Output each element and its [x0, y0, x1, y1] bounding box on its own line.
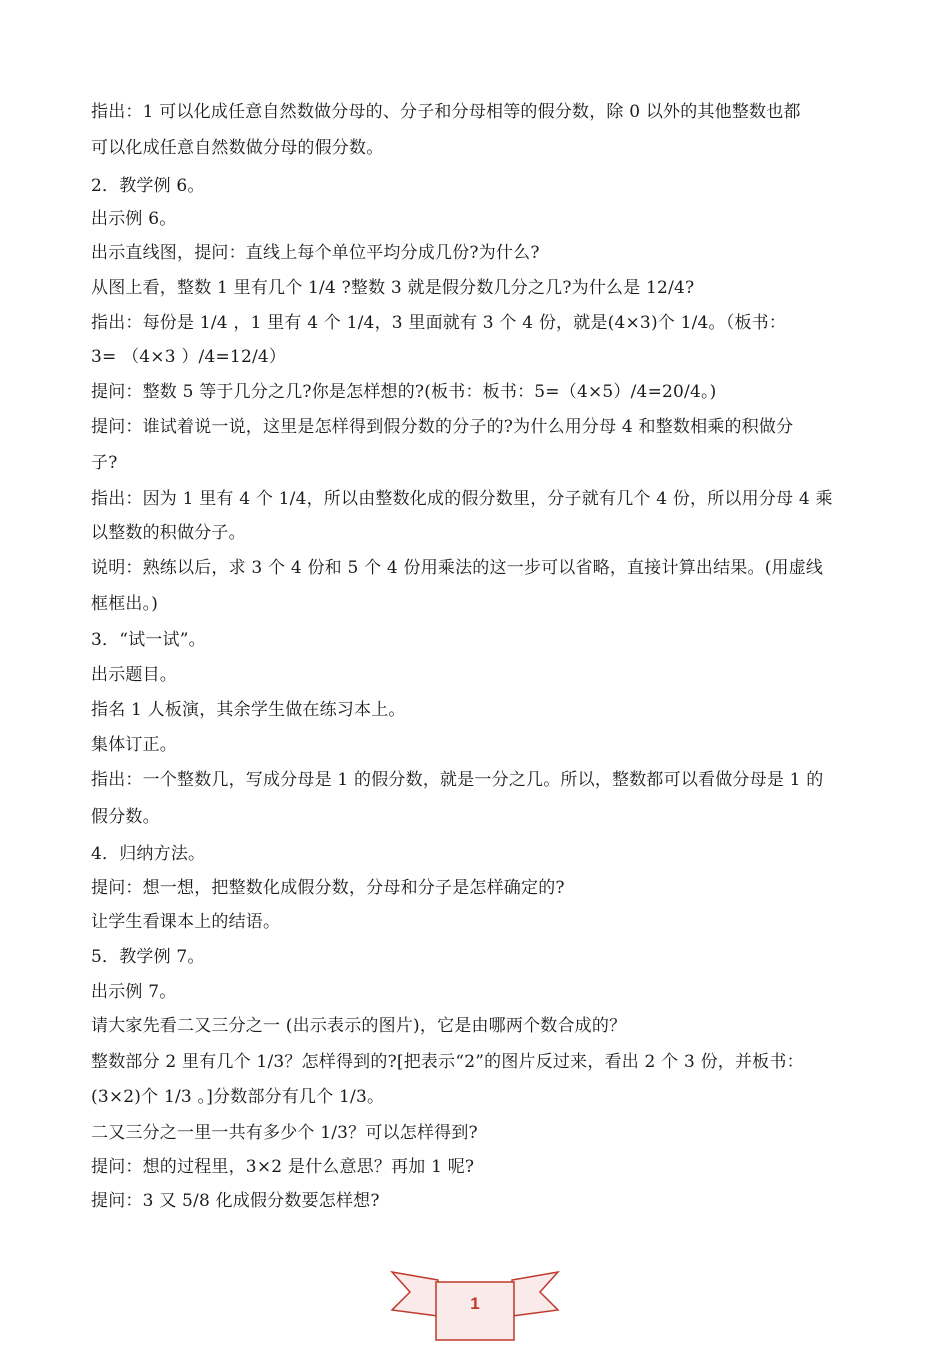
text-line: 指出：每份是 1/4 ，1 里有 4 个 1/4，3 里面就有 3 个 4 份，就是(4×3)个 1/4。（板书：: [91, 313, 787, 333]
text-line: 指出：1 可以化成任意自然数做分母的、分子和分母相等的假分数，除 0 以外的其他整数也都: [91, 102, 801, 122]
text-line: 3= （4×3 ）/4=12/4）: [91, 347, 287, 367]
text-line: 指名 1 人板演，其余学生做在练习本上。: [91, 700, 406, 720]
text-line: 提问：整数 5 等于几分之几?你是怎样想的?(板书：板书：5=（4×5）/4=20/4。): [91, 382, 717, 402]
text-line: 提问：3 又 5/8 化成假分数要怎样想?: [91, 1191, 380, 1211]
text-line: 框框出。): [91, 594, 159, 614]
text-line: (3×2)个 1/3 。]分数部分有几个 1/3。: [91, 1087, 385, 1107]
text-line: 子?: [91, 453, 118, 473]
text-line: 出示直线图，提问：直线上每个单位平均分成几份?为什么?: [91, 243, 540, 263]
text-line: 4．归纳方法。: [91, 844, 206, 864]
text-line: 出示例 7。: [91, 982, 177, 1002]
text-line: 整数部分 2 里有几个 1/3？怎样得到的?[把表示“2”的图片反过来，看出 2 个 3 份，并板书：: [91, 1052, 804, 1072]
text-line: 提问：想的过程里，3×2 是什么意思？再加 1 呢?: [91, 1157, 475, 1177]
text-line: 说明：熟练以后，求 3 个 4 份和 5 个 4 份用乘法的这一步可以省略，直接计算出结果。(用虚线: [91, 558, 824, 578]
page-number: 1: [470, 1294, 480, 1313]
text-line: 2．教学例 6。: [91, 176, 205, 196]
text-line: 集体订正。: [91, 735, 177, 755]
text-line: 以整数的积做分子。: [91, 523, 246, 543]
text-line: 假分数。: [91, 807, 160, 827]
text-line: 可以化成任意自然数做分母的假分数。: [91, 138, 384, 158]
text-line: 指出：一个整数几，写成分母是 1 的假分数，就是一分之几。所以，整数都可以看做分母是 1 的: [91, 770, 824, 790]
text-line: 出示例 6。: [91, 209, 177, 229]
text-line: 提问：谁试着说一说，这里是怎样得到假分数的分子的?为什么用分母 4 和整数相乘的积做分: [91, 417, 794, 437]
text-line: 从图上看，整数 1 里有几个 1/4 ?整数 3 就是假分数几分之几?为什么是 12/4?: [91, 278, 695, 298]
text-line: 指出：因为 1 里有 4 个 1/4，所以由整数化成的假分数里，分子就有几个 4 份，所以用分母 4 乘: [91, 489, 833, 509]
text-line: 二又三分之一里一共有多少个 1/3？可以怎样得到?: [91, 1123, 478, 1143]
text-line: 请大家先看二又三分之一 (出示表示的图片)，它是由哪两个数合成的？: [91, 1016, 627, 1036]
text-line: 出示题目。: [91, 665, 177, 685]
text-line: 让学生看课本上的结语。: [91, 912, 281, 932]
text-line: 3．“试一试”。: [91, 630, 206, 650]
text-line: 提问：想一想，把整数化成假分数，分母和分子是怎样确定的?: [91, 878, 565, 898]
text-line: 5．教学例 7。: [91, 947, 205, 967]
